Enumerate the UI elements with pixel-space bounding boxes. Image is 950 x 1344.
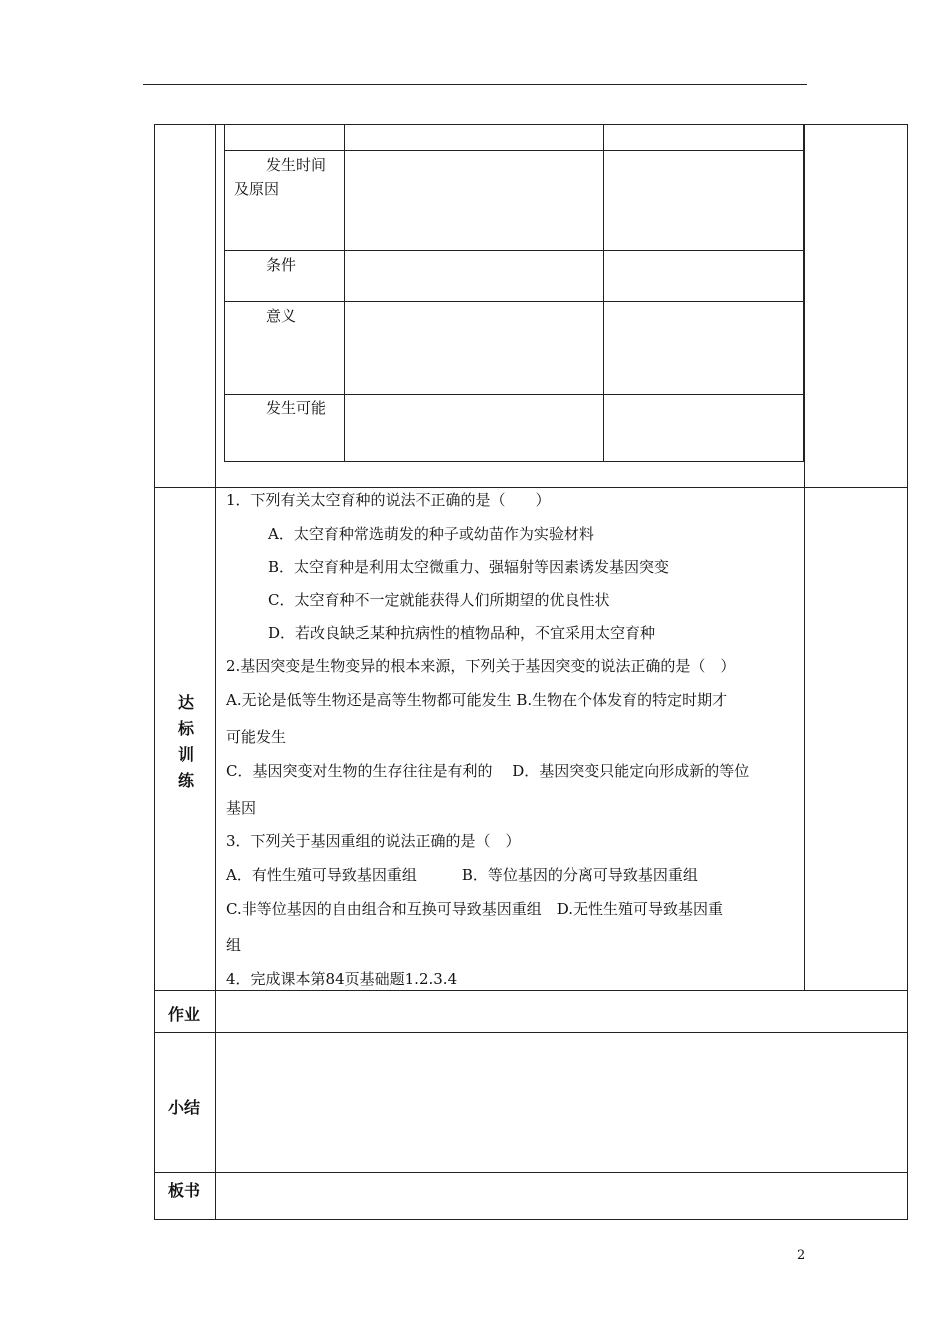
question-4: 4．完成课本第84页基础题1.2.3.4 [226, 970, 458, 988]
page-number: 2 [797, 1248, 806, 1263]
row-divider [154, 1172, 908, 1173]
row-label-meaning: 意义 [266, 307, 297, 325]
inner-row-divider [224, 250, 804, 251]
section-label-homework: 作业 [168, 1005, 201, 1024]
row-label-reason: 及原因 [234, 180, 280, 198]
question-1-option-d: D．若改良缺乏某种抗病性的植物品种，不宜采用太空育种 [268, 624, 656, 642]
inner-column-divider [344, 124, 345, 462]
question-2: 2.基因突变是生物变异的根本来源，下列关于基因突变的说法正确的是（ ） [226, 657, 736, 675]
inner-row-divider [224, 301, 804, 302]
inner-row-divider [224, 150, 804, 151]
question-1: 1．下列有关太空育种的说法不正确的是（ ） [226, 491, 551, 509]
left-column-divider [215, 124, 216, 1220]
section-label-summary: 小结 [168, 1098, 201, 1117]
row-divider [154, 990, 908, 991]
row-divider [154, 1032, 908, 1033]
question-3-options-ab: A．有性生殖可导致基因重组 B．等位基因的分离可导致基因重组 [226, 866, 698, 884]
question-3-options-cd: C.非等位基因的自由组合和互换可导致基因重组 D.无性生殖可导致基因重 [226, 900, 723, 918]
inner-column-divider [603, 124, 604, 462]
section-label-blackboard: 板书 [168, 1181, 201, 1200]
question-3: 3．下列关于基因重组的说法正确的是（ ） [226, 832, 521, 850]
question-2-options-cd: C．基因突变对生物的生存往往是有利的 D．基因突变只能定向形成新的等位 [226, 762, 750, 780]
row-label-time: 发生时间 [266, 156, 327, 174]
row-label-possibility: 发生可能 [266, 399, 327, 417]
question-1-option-c: C．太空育种不一定就能获得人们所期望的优良性状 [268, 591, 610, 609]
question-2-options-ab-cont: 可能发生 [226, 728, 287, 746]
header-rule [143, 84, 807, 85]
inner-row-divider [224, 394, 804, 395]
question-2-options-ab: A.无论是低等生物还是高等生物都可能发生 B.生物在个体发育的特定时期才 [226, 691, 728, 709]
row-divider [154, 487, 908, 488]
section-label-practice: 达 标 训 练 [177, 693, 194, 790]
question-3-options-cd-cont: 组 [226, 936, 242, 954]
question-1-option-a: A．太空育种常选萌发的种子或幼苗作为实验材料 [268, 525, 594, 543]
right-column-divider [804, 124, 805, 990]
question-2-options-cd-cont: 基因 [226, 799, 257, 817]
question-1-option-b: B．太空育种是利用太空微重力、强辐射等因素诱发基因突变 [268, 558, 670, 576]
row-label-condition: 条件 [266, 256, 297, 274]
